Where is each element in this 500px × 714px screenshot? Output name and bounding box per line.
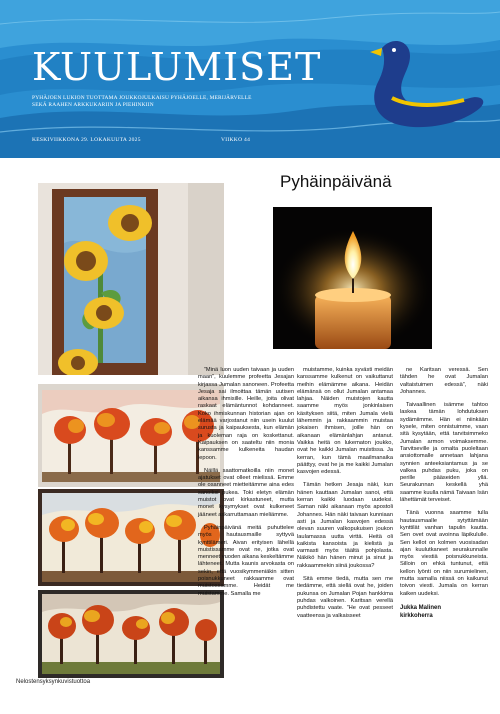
- article-paragraph: muistamme, kuinka syvästi meidän kanssamme kulkenut on vaikuttanut meihin elämämme aikana. Heidän elämänsä on ollut Jumalan antamaa lahjaa. Näiden muistojen kautta saamme myös jonkinlaisen käsityksen siitä, miten Jumala vielä lähemmin ja rakkaammin muistaa jokaisen ihmisen, joille hän on aikanaan elämänlahjan antanut. Vaikka heitä on lukematon joukko, ovat he kaikki Jumalan muistissa. Ja kerran, kun tämä maailmanaika päättyy, ovat he ja me kaikki Jumalan kasvojen edessä.: [297, 367, 393, 476]
- article-paragraph: ne Karitsan veressä. Sen tähden he ovat Jumalan valtaistuimen edessä”, näki Johannes.: [400, 367, 488, 395]
- masthead: [0, 0, 500, 158]
- article-paragraph: Tänä vuonna saamme tulla hautausmaalle sytyttämään kynttilät vanhan tapulin kautta. Sen ovet ovat avoinna läpikululle. Sen kellot on kolmen vuosisadan ajan kuulutkaneet seurakunnalle myös viestiä poisnukkuneista. Silloin on ehkä tuntunut, että kellon lyönti on niin surumielinen, mutta samalla niissä on kaikunut toivon viesti. Jumala on kerran kaiken uudeksi.: [400, 510, 488, 597]
- author-title: kirkkoherra: [400, 612, 433, 619]
- sunflower-painting: [38, 183, 224, 375]
- article-column-2: [297, 367, 393, 626]
- artwork-caption: Nelostensyksynkuvistuottoa: [16, 679, 91, 685]
- article-paragraph: Taivaallinen isämme tahtoo laskea tämän lohdutuksen sydämiimme. Hän ei niinkään kysele, miten onnistuimme, vaan sitä kysytään, että tarvitsimmeko Jumalan armon voimaksemme. Tarvitseville ja omalta puoleltaan ansiottomalle annetaan lahjana synnien anteeksiantamus ja se valkea puhdas puku, joka on perille pääseiden yllä. Seurakunnan keskellä yhä saamme kuulla nämä Taivaan Isän lähettämät terveiset.: [400, 402, 488, 504]
- masthead-subtitle-line: SEKÄ RAAHEN ARKKUKARIIN JA PIEHINKIIN: [32, 102, 154, 108]
- issue-week: VIIKKO 44: [221, 137, 251, 143]
- autumn-forest-painting: [38, 489, 224, 586]
- masthead-subtitle-line: PYHÄJOEN LUKION TUOTTAMA JOUKKOJULKAISU PYHÄJOELLE, MERIJÄRVELLE: [32, 95, 252, 101]
- article-headline: Pyhäinpäivänä: [280, 172, 392, 191]
- article-paragraph: Näillä saattomatkoilla niin monet ajatukset ovat olleet mielissä. Emme ole osanneet mietteitämme aina edes sanoiksi pukea. Toki eletyn elämän muistot ovat kirkastuneet, mutta monet kysymykset ovat kulkeneet jääneet askarruttamaan mieliämme.: [198, 467, 294, 518]
- autumn-landscape-painting: [38, 590, 224, 678]
- article-paragraph: Sitä emme tiedä, mutta sen me tiedämme, että siellä ovat he, joiden pukunsa on Jumalan Pojan hankkima puhdas valkoinen. Karitsan verellä puhdistettu vaate. ”He ovat pesseet vaatteensa ja valkaisseet: [297, 576, 393, 619]
- article-paragraph: ”Minä luon uuden taivaan ja uuden maan”, kuulemme profeetta Jesajan kirjassa Jumalan sanoneen. Profeetta Jesaja sai ilmoittaa tämän uutisen aikansa ihmisille. Heille, joita olivat raskaat elämäntunnot kohdanneet. Koko ihmiskunnan historian ajan on elämää varjostanut niin usein kuulut surusta ja kaipauksesta, kun elämän ja kuoleman raja on koskettanut. Kaipauksen on saateltu niin monia kanssamme kulkeneita haudan lepoon.: [198, 367, 294, 461]
- masthead-title: KUULUMISET: [32, 45, 322, 89]
- issue-date: KESKIVIIKKONA 29. LOKAKUUTA 2025: [32, 137, 141, 143]
- article-paragraph: Pyhäinpäivänä meitä puhuttelee myös hautausmaille syttyvä kynttilämeri. Aivan erityisen lähellä muistissamme ovat ne, jotka ovat menneet vuoden aikana keskeltämme lähteneet. Mutta kaunis arvokasta on sekin, että vuosikymmeniäkin sitten poisnukkuneet rakkaamme ovat muistossamme. Heidät me muistamme. Samalla me: [198, 524, 294, 597]
- article-paragraph: Tämän hetken Jesaja näki, kun hänen kauttaan Jumalan sanoi, että kerran kaikki luodaan uudeksi. Saman näki aikanaan myös apostoli Johannes. Hän näki taivaan kunniaan asti ja Jumalan kasvojen edessä olevan suuren valkopukuisen joukon laulamassa uutta virttä. Heitä oli kaikista kansoista ja kielistä ja varmasti myös täältä pohjolasta. Näkikö hän hänen minut ja sinut ja rakkaammekin siinä joukossa?: [297, 482, 393, 569]
- article-column-1: [198, 367, 294, 604]
- masthead-subtitle: [32, 95, 362, 109]
- autumn-tree-painting: [38, 384, 224, 487]
- bird-logo-icon: [352, 36, 492, 136]
- author-signature: [400, 604, 488, 620]
- article-column-3: [400, 367, 488, 620]
- candle-photo: [273, 207, 432, 349]
- author-name: Jukka Malinen: [400, 604, 442, 611]
